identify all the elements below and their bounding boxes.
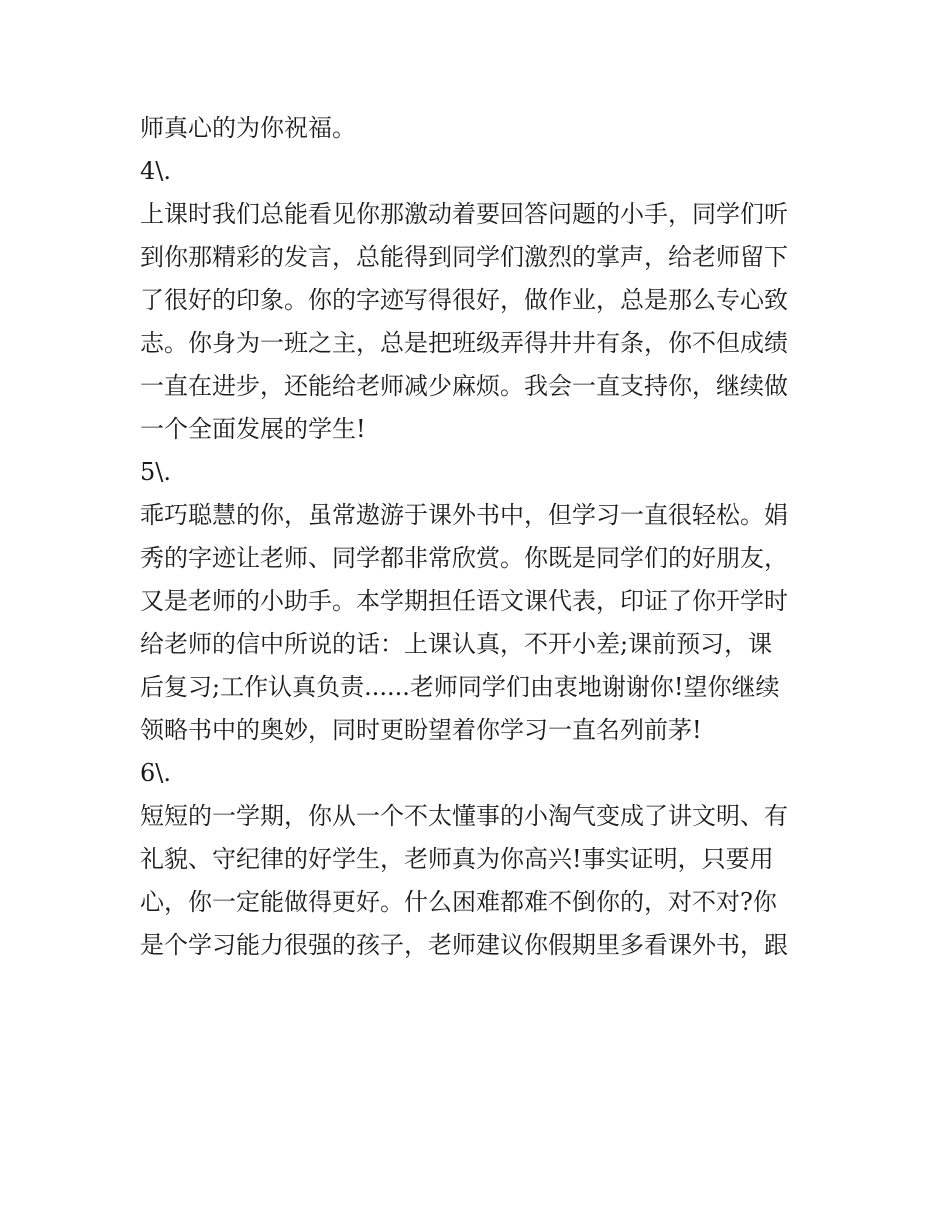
section-number: 6\.: [140, 759, 171, 787]
text-line: 了很好的印象。你的字迹写得很好，做作业，总是那么专心致: [140, 286, 788, 314]
document-body: [140, 107, 820, 967]
text-line: 师真心的为你祝福。: [140, 114, 356, 142]
text-line: 一直在进步，还能给老师减少麻烦。我会一直支持你，继续做: [140, 372, 788, 400]
text-line: 志。你身为一班之主，总是把班级弄得井井有条，你不但成绩: [140, 329, 788, 357]
text-line: 后复习;工作认真负责......老师同学们由衷地谢谢你!望你继续: [140, 673, 780, 701]
section-number: 5\.: [140, 458, 171, 486]
text-line: 心，你一定能做得更好。什么困难都难不倒你的，对不对?你: [140, 888, 777, 916]
text-line: 上课时我们总能看见你那激动着要回答问题的小手，同学们听: [140, 200, 788, 228]
text-line: 又是老师的小助手。本学期担任语文课代表，印证了你开学时: [140, 587, 788, 615]
text-line: 到你那精彩的发言，总能得到同学们激烈的掌声，给老师留下: [140, 243, 788, 271]
text-line: 一个全面发展的学生!: [140, 415, 366, 443]
section-number: 4\.: [140, 157, 171, 185]
text-line: 给老师的信中所说的话：上课认真，不开小差;课前预习，课: [140, 630, 773, 658]
text-line: 领略书中的奥妙，同时更盼望着你学习一直名列前茅!: [140, 716, 702, 744]
text-line: 礼貌、守纪律的好学生，老师真为你高兴!事实证明，只要用: [140, 845, 774, 873]
text-line: 乖巧聪慧的你，虽常遨游于课外书中，但学习一直很轻松。娟: [140, 501, 788, 529]
text-line: 是个学习能力很强的孩子，老师建议你假期里多看课外书，跟: [140, 931, 788, 959]
text-line: 短短的一学期，你从一个不太懂事的小淘气变成了讲文明、有: [140, 802, 788, 830]
text-line: 秀的字迹让老师、同学都非常欣赏。你既是同学们的好朋友，: [140, 544, 788, 572]
